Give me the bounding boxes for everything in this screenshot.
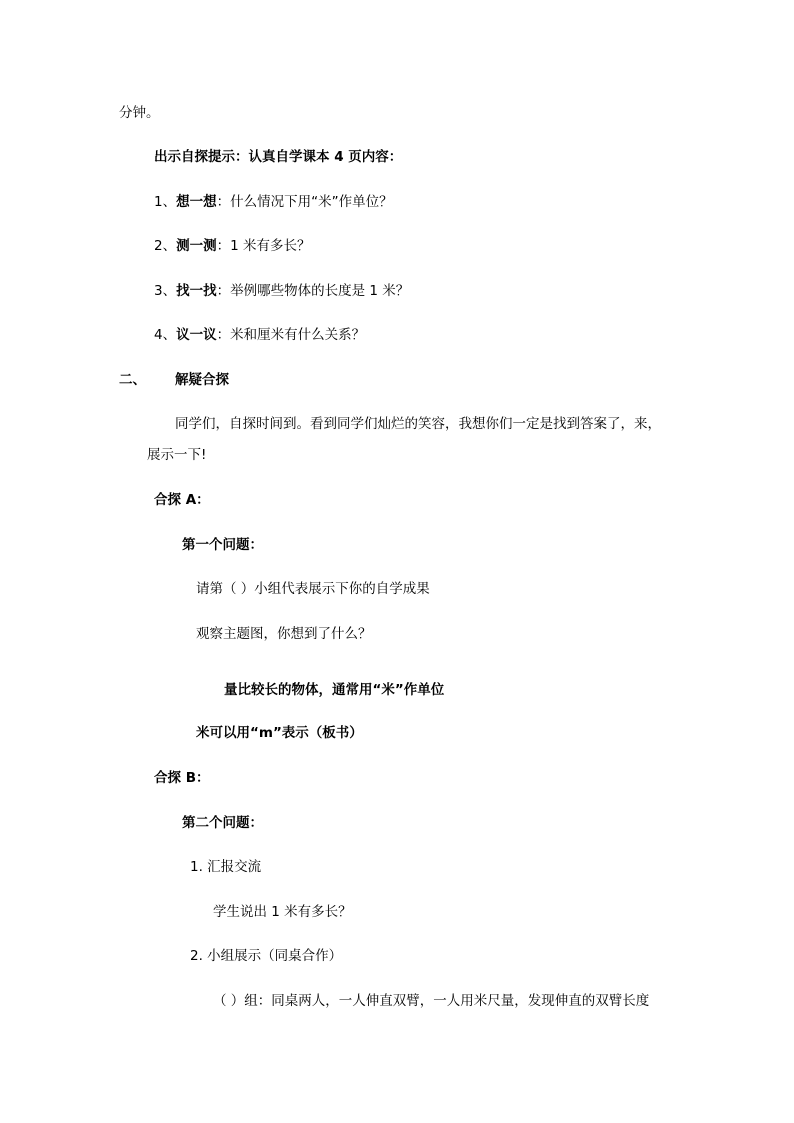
item-keyword: 测一测	[176, 238, 217, 254]
blackboard-note: 量比较长的物体，通常用“米”作单位	[224, 682, 445, 698]
section-title: 解疑合探	[175, 372, 229, 388]
text-line: 请第（ ）小组代表展示下你的自学成果	[196, 581, 430, 597]
text-line: 学生说出 1 米有多长？	[213, 904, 352, 920]
item-text: ：什么情况下用“米”作单位？	[216, 194, 393, 210]
item-text: ：举例哪些物体的长度是 1 米？	[216, 283, 410, 299]
text-line: 分钟。	[119, 105, 160, 121]
item-text: ：米和厘米有什么关系？	[216, 327, 366, 343]
text-line: （ ）组：同桌两人，一人伸直双臂，一人用米尺量，发现伸直的双臂长度	[213, 993, 650, 1009]
item-number: 1、	[154, 194, 177, 210]
paragraph-line: 同学们，自探时间到。看到同学们灿烂的笑容，我想你们一定是找到答案了，来，	[175, 416, 661, 432]
item-keyword: 议一议	[176, 327, 217, 343]
item-text: ：1 米有多长？	[216, 238, 311, 254]
hint-item-3	[154, 281, 409, 301]
item-keyword: 想一想	[176, 194, 217, 210]
paragraph-line: 展示一下!	[147, 447, 207, 463]
blackboard-note: 米可以用“m”表示（板书）	[196, 725, 363, 741]
item-number: 3、	[154, 283, 177, 299]
subsection-heading: 合探 A：	[154, 492, 210, 508]
subsection-heading: 合探 B：	[154, 770, 210, 786]
list-item: 2. 小组展示（同桌合作）	[190, 948, 343, 964]
text-line: 观察主题图，你想到了什么？	[196, 626, 372, 642]
question-heading: 第一个问题：	[182, 537, 263, 553]
hint-item-1	[154, 192, 393, 212]
item-number: 2、	[154, 238, 177, 254]
item-keyword: 找一找	[176, 283, 217, 299]
hint-item-2	[154, 236, 310, 256]
item-number: 4、	[154, 327, 177, 343]
question-heading: 第二个问题：	[182, 815, 263, 831]
list-item: 1. 汇报交流	[190, 859, 262, 875]
hint-heading: 出示自探提示：认真自学课本 4 页内容：	[154, 149, 403, 165]
hint-item-4	[154, 325, 365, 345]
section-number: 二、	[119, 372, 146, 388]
